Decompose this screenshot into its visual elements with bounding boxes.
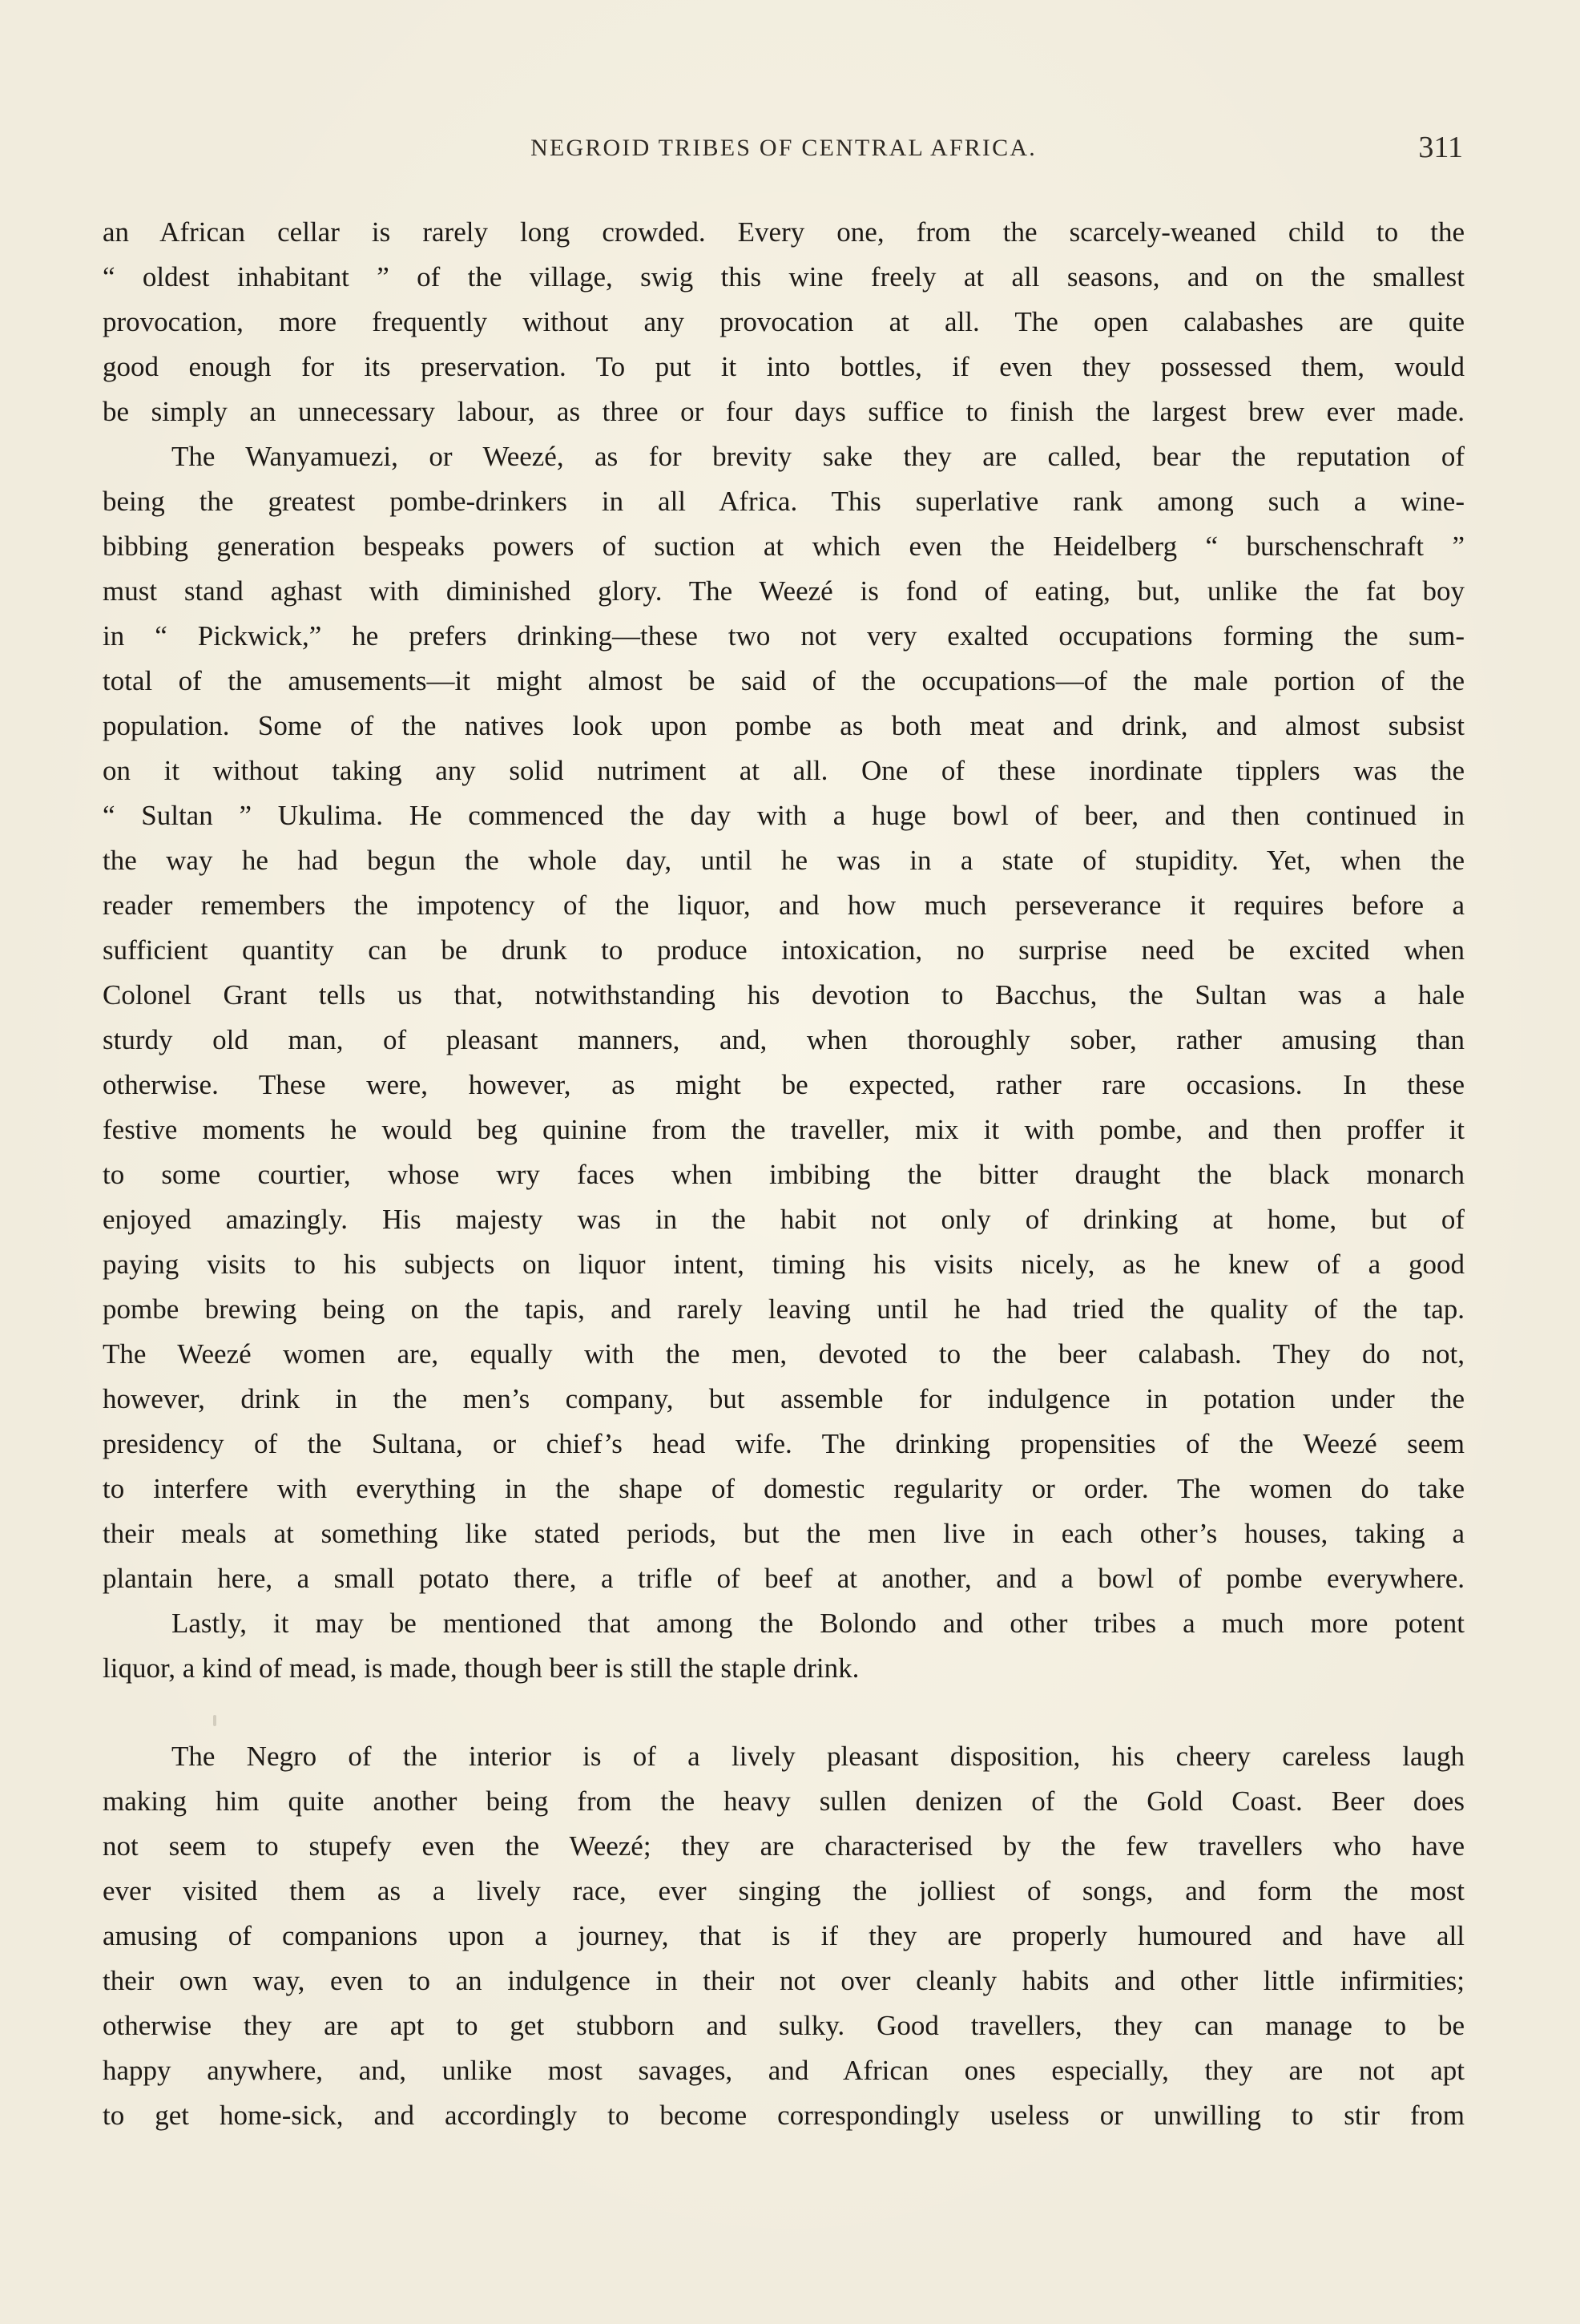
text-line: not seem to stupefy even the Weezé; they are characterised by the few travellers who have — [103, 1830, 1465, 1862]
text-line: must stand aghast with diminished glory. The Weezé is fond of eating, but, unlike the fat boy — [103, 575, 1465, 607]
text-line: “ Sultan ” Ukulima. He commenced the day with a huge bowl of beer, and then continued in — [103, 800, 1465, 831]
text-line: festive moments he would beg quinine from the traveller, mix it with pombe, and then proffer it — [103, 1114, 1465, 1145]
text-line: pombe brewing being on the tapis, and rarely leaving until he had tried the quality of the tap. — [103, 1293, 1465, 1325]
running-head — [104, 131, 1463, 173]
body-text — [103, 210, 1465, 2138]
text-line: liquor, a kind of mead, is made, though beer is still the staple drink. — [103, 1652, 860, 1684]
text-line: to get home-sick, and accordingly to become correspondingly useless or unwilling to stir from — [103, 2100, 1465, 2131]
paragraph-2 — [103, 434, 1465, 1601]
text-line: their meals at something like stated periods, but the men live in each other’s houses, taking a — [103, 1518, 1465, 1549]
section-break — [103, 1691, 1465, 1734]
text-line: Colonel Grant tells us that, notwithstanding his devotion to Bacchus, the Sultan was a hale — [103, 979, 1465, 1011]
text-line: total of the amusements—it might almost be said of the occupations—of the male portion of the — [103, 665, 1465, 696]
text-line: paying visits to his subjects on liquor intent, timing his visits nicely, as he knew of a good — [103, 1249, 1465, 1280]
text-line: bibbing generation bespeaks powers of suction at which even the Heidelberg “ burschenschraft ” — [103, 531, 1465, 562]
text-line: provocation, more frequently without any provocation at all. The open calabashes are quite — [103, 306, 1465, 337]
text-line: population. Some of the natives look upon pombe as both meat and drink, and almost subsist — [103, 710, 1465, 741]
text-line: on it without taking any solid nutriment at all. One of these inordinate tipplers was the — [103, 755, 1465, 786]
text-line: making him quite another being from the heavy sullen denizen of the Gold Coast. Beer does — [103, 1785, 1465, 1817]
text-line: amusing of companions upon a journey, that is if they are properly humoured and have all — [103, 1920, 1465, 1951]
text-line: enjoyed amazingly. His majesty was in the habit not only of drinking at home, but of — [103, 1204, 1465, 1235]
paragraph-1 — [103, 210, 1465, 434]
text-line: plantain here, a small potato there, a trifle of beef at another, and a bowl of pombe everywhere. — [103, 1563, 1465, 1594]
text-line: an African cellar is rarely long crowded. Every one, from the scarcely-weaned child to the — [103, 216, 1465, 248]
text-line: being the greatest pombe-drinkers in all Africa. This superlative rank among such a wine- — [103, 486, 1465, 517]
paragraph-4 — [103, 1734, 1465, 2138]
text-line: Lastly, it may be mentioned that among the Bolondo and other tribes a much more potent — [171, 1608, 1465, 1639]
text-line: ever visited them as a lively race, ever singing the jolliest of songs, and form the most — [103, 1875, 1465, 1906]
text-line: be simply an unnecessary labour, as three or four days suffice to finish the largest brew ever made. — [103, 396, 1465, 427]
text-line: in “ Pickwick,” he prefers drinking—these two not very exalted occupations forming the sum- — [103, 620, 1465, 652]
text-line: sturdy old man, of pleasant manners, and, when thoroughly sober, rather amusing than — [103, 1024, 1465, 1055]
text-line: the way he had begun the whole day, until he was in a state of stupidity. Yet, when the — [103, 845, 1465, 876]
text-line: The Weezé women are, equally with the men, devoted to the beer calabash. They do not, — [103, 1338, 1465, 1370]
text-line: to interfere with everything in the shape of domestic regularity or order. The women do take — [103, 1473, 1465, 1504]
text-line: sufficient quantity can be drunk to produce intoxication, no surprise need be excited when — [103, 934, 1465, 966]
running-title: NEGROID TRIBES OF CENTRAL AFRICA. — [530, 135, 1037, 161]
text-line: “ oldest inhabitant ” of the village, swig this wine freely at all seasons, and on the smallest — [103, 261, 1465, 293]
text-line: The Wanyamuezi, or Weezé, as for brevity sake they are called, bear the reputation of — [171, 441, 1465, 472]
print-speck — [213, 1715, 216, 1726]
text-line: however, drink in the men’s company, but assemble for indulgence in potation under the — [103, 1383, 1465, 1414]
text-line: their own way, even to an indulgence in their not over cleanly habits and other little infirmities; — [103, 1965, 1465, 1996]
text-line: otherwise they are apt to get stubborn and sulky. Good travellers, they can manage to be — [103, 2010, 1465, 2041]
text-line: The Negro of the interior is of a lively pleasant disposition, his cheery careless laugh — [171, 1741, 1465, 1772]
page-number: 311 — [1418, 131, 1463, 164]
text-line: reader remembers the impotency of the liquor, and how much perseverance it requires before a — [103, 890, 1465, 921]
text-line: happy anywhere, and, unlike most savages, and African ones especially, they are not apt — [103, 2055, 1465, 2086]
text-line: to some courtier, whose wry faces when imbibing the bitter draught the black monarch — [103, 1159, 1465, 1190]
paragraph-3 — [103, 1601, 1465, 1691]
text-line: good enough for its preservation. To put it into bottles, if even they possessed them, would — [103, 351, 1465, 382]
text-line: presidency of the Sultana, or chief’s head wife. The drinking propensities of the Weezé seem — [103, 1428, 1465, 1459]
text-line: otherwise. These were, however, as might be expected, rather rare occasions. In these — [103, 1069, 1465, 1100]
